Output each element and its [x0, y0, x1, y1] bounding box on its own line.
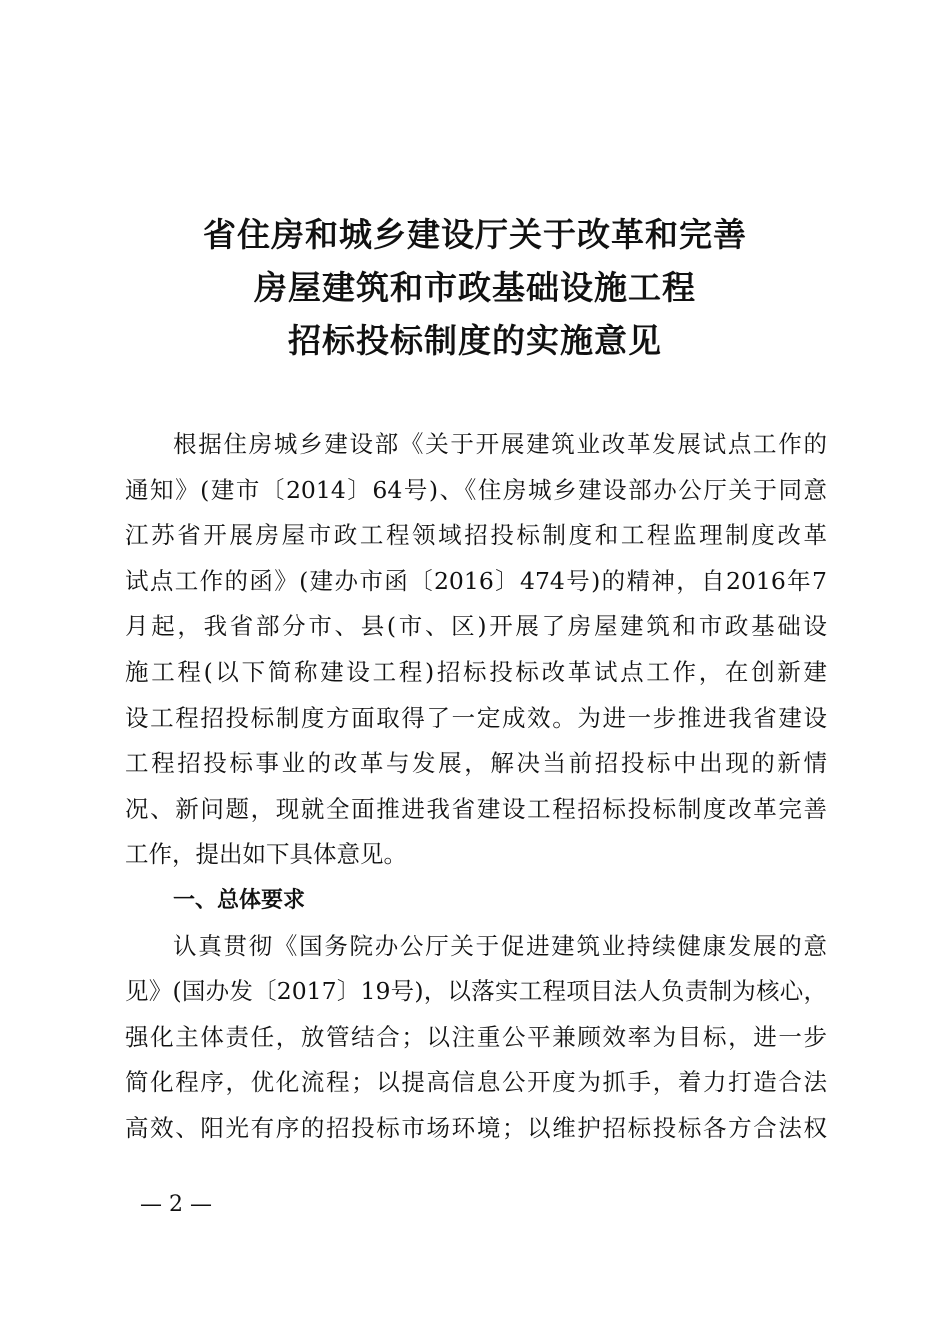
paragraph-intro [125, 422, 827, 878]
paragraph-line: 况、新问题，现就全面推进我省建设工程招标投标制度改革完善 [125, 794, 827, 823]
paragraph-line: 简化程序，优化流程；以提高信息公开度为抓手，着力打造合法 [125, 1068, 827, 1097]
paragraph-line: 工程招投标事业的改革与发展，解决当前招投标中出现的新情 [125, 749, 827, 778]
document-body [125, 422, 827, 1152]
paragraph-line: 施工程(以下简称建设工程)招标投标改革试点工作，在创新建 [125, 657, 827, 686]
title-line-2: 房屋建筑和市政基础设施工程 [254, 268, 696, 307]
paragraph-line: 月起，我省部分市、县(市、区)开展了房屋建筑和市政基础设 [125, 612, 827, 641]
page-number: — 2 — [140, 1192, 212, 1217]
paragraph-line: 工作，提出如下具体意见。 [125, 840, 407, 869]
paragraph-line: 通知》(建市〔2014〕64号)、《住房城乡建设部办公厅关于同意 [125, 475, 827, 504]
title-line-1: 省住房和城乡建设厅关于改革和完善 [203, 215, 747, 254]
paragraph-line: 强化主体责任，放管结合；以注重公平兼顾效率为目标，进一步 [125, 1022, 827, 1051]
paragraph-line: 根据住房城乡建设部《关于开展建筑业改革发展试点工作的 [173, 430, 827, 458]
paragraph-line: 试点工作的函》(建办市函〔2016〕474号)的精神，自2016年7 [125, 566, 827, 595]
paragraph-line: 高效、阳光有序的招投标市场环境；以维护招标投标各方合法权 [125, 1113, 827, 1142]
paragraph-general-requirements [125, 924, 827, 1152]
paragraph-line: 认真贯彻《国务院办公厅关于促进建筑业持续健康发展的意 [173, 931, 827, 960]
paragraph-line: 江苏省开展房屋市政工程领域招投标制度和工程监理制度改革 [125, 521, 827, 550]
section-heading: 一、总体要求 [173, 887, 306, 913]
paragraph-line: 见》(国办发〔2017〕19号)，以落实工程项目法人负责制为核心， [125, 977, 827, 1006]
paragraph-line: 设工程招投标制度方面取得了一定成效。为进一步推进我省建设 [125, 703, 827, 732]
document-title [120, 208, 830, 367]
title-line-3: 招标投标制度的实施意见 [288, 321, 662, 360]
